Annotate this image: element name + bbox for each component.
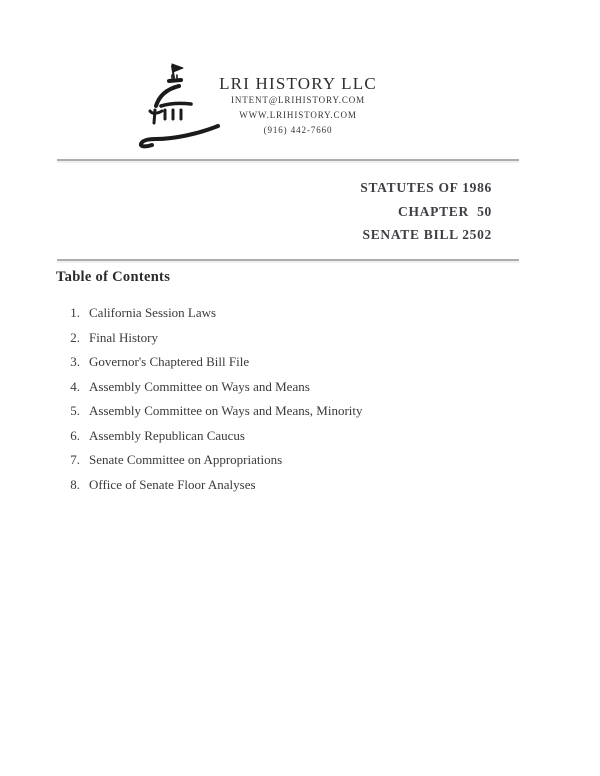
toc-item-number: 6.	[70, 427, 80, 443]
toc-item-label: California Session Laws	[89, 305, 217, 320]
senate-bill-line: SENATE BILL 2502	[362, 227, 492, 242]
toc-item	[0, 402, 600, 419]
toc-item	[0, 329, 600, 346]
toc-item	[0, 378, 600, 395]
toc-item	[0, 451, 600, 468]
top-divider	[57, 159, 519, 161]
toc-list	[0, 304, 600, 500]
company-name: LRI HISTORY LLC	[219, 74, 377, 93]
capitol-dome-logo-icon	[136, 60, 222, 152]
toc-item	[0, 353, 600, 370]
toc-item-label: Assembly Committee on Ways and Means, Minority	[89, 403, 363, 418]
letterhead	[213, 74, 383, 138]
email-line: INTENT@LRIHISTORY.COM	[230, 95, 366, 105]
website-line: WWW.LRIHISTORY.COM	[239, 110, 357, 120]
toc-item-number: 1.	[70, 305, 80, 320]
toc-item-label: Assembly Committee on Ways and Means	[89, 378, 310, 394]
toc-item-number: 8.	[70, 476, 80, 492]
toc-heading: Table of Contents	[56, 269, 171, 285]
toc-item-label: Assembly Republican Caucus	[89, 427, 245, 443]
chapter-line: CHAPTER 50	[398, 203, 492, 219]
toc-item-label: Final History	[89, 329, 158, 345]
toc-item-number: 4.	[70, 378, 80, 394]
phone-line: (916) 442-7660	[263, 125, 333, 135]
toc-item	[0, 427, 600, 444]
toc-item-label: Office of Senate Floor Analyses	[89, 476, 256, 492]
toc-item-label: Senate Committee on Appropriations	[89, 452, 283, 467]
bill-title-block	[360, 176, 492, 247]
toc-item-number: 3.	[70, 354, 80, 369]
toc-item-number: 7.	[70, 452, 80, 467]
toc-item-number: 5.	[70, 403, 80, 418]
toc-item	[0, 476, 600, 493]
statutes-line: STATUTES OF 1986	[360, 180, 492, 195]
toc-item-label: Governor's Chaptered Bill File	[89, 354, 250, 369]
bottom-divider	[57, 259, 519, 261]
toc-item-number: 2.	[70, 329, 80, 345]
toc-item	[0, 304, 600, 321]
